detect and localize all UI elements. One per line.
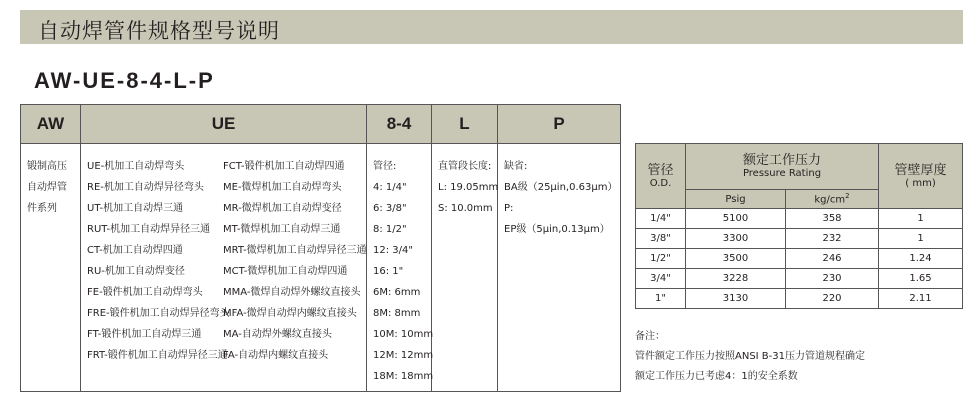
ue-list-right [223, 156, 367, 366]
od-cell: 1/2" [636, 249, 686, 269]
size-item: 4: 1/4" [373, 182, 407, 193]
psig-cell: 3500 [686, 249, 786, 269]
wall-cell: 1.24 [879, 249, 963, 269]
aw-line: 件系列 [27, 203, 57, 214]
ue-list-left [87, 156, 230, 366]
od-sub: O.D. [649, 177, 672, 189]
kg-cell: 246 [786, 249, 879, 269]
size-item: 18M: 18mm [373, 371, 434, 382]
finish-item: P: [504, 203, 514, 214]
ue-item: MT-微焊机加工自动焊三通 [223, 224, 341, 235]
size-item: 8: 1/2" [373, 224, 407, 235]
size-item: 管径: [373, 161, 397, 172]
wall-cell: 1 [879, 229, 963, 249]
size-item: 10M: 10mm [373, 329, 434, 340]
rating-sub: Pressure Rating [742, 168, 822, 179]
ue-item: FA-自动焊内螺纹直接头 [223, 350, 329, 361]
ue-item: ME-微焊机加工自动焊弯头 [223, 182, 342, 193]
ue-item: FE-锻件机加工自动焊弯头 [87, 287, 203, 298]
length-cell [432, 144, 498, 392]
psig-cell: 5100 [686, 209, 786, 229]
ue-item: MCT-微焊机加工自动焊四通 [223, 266, 348, 277]
finish-item: 缺省: [504, 161, 528, 172]
ue-item: FRT-锻件机加工自动焊异径三通 [87, 350, 228, 361]
psig-cell: 3130 [686, 289, 786, 309]
length-item: S: 10.0mm [438, 203, 493, 214]
table-row [636, 249, 963, 269]
header-ue: UE [81, 105, 367, 144]
size-item: 6M: 6mm [373, 287, 421, 298]
size-cell [367, 144, 432, 392]
spec-table [20, 104, 621, 392]
ue-item: FRE-锻件机加工自动焊异径弯头 [87, 308, 230, 319]
ue-item: UE-机加工自动焊弯头 [87, 161, 185, 172]
kg-cell: 230 [786, 269, 879, 289]
length-item: 直管段长度: [438, 161, 492, 172]
size-item: 8M: 8mm [373, 308, 421, 319]
aw-cell [21, 144, 81, 392]
od-cell: 1" [636, 289, 686, 309]
ue-item: CT-机加工自动焊四通 [87, 245, 183, 256]
wall-cell: 1.65 [879, 269, 963, 289]
model-code: AW-UE-8-4-L-P [34, 68, 215, 93]
table-row [636, 209, 963, 229]
table-row [636, 289, 963, 309]
header-aw: AW [21, 105, 81, 144]
notes-label: 备注： [635, 331, 665, 342]
size-item: 12: 3/4" [373, 245, 413, 256]
rating-header [686, 144, 879, 190]
table-row [636, 269, 963, 289]
wall-unit: ( mm) [905, 177, 936, 189]
psig-cell: 3228 [686, 269, 786, 289]
od-header [636, 144, 686, 209]
unit-kg-text: kg/cm [814, 194, 846, 206]
finish-cell [498, 144, 621, 392]
kg-cell: 358 [786, 209, 879, 229]
pressure-table [635, 143, 963, 309]
page-title: 自动焊管件规格型号说明 [38, 19, 280, 43]
od-cell: 3/8" [636, 229, 686, 249]
wall-cell: 2.11 [879, 289, 963, 309]
ue-item: UT-机加工自动焊三通 [87, 203, 184, 214]
kg-cell: 232 [786, 229, 879, 249]
finish-item: EP级（5μin,0.13μm） [504, 224, 610, 235]
wall-header [879, 144, 963, 209]
kg-cell: 220 [786, 289, 879, 309]
wall-label: 管壁厚度 [894, 162, 947, 178]
length-item: L: 19.05mm [438, 182, 499, 193]
od-cell: 1/4" [636, 209, 686, 229]
table-row [636, 229, 963, 249]
ue-item: MMA-微焊自动焊外螺纹直接头 [223, 287, 361, 298]
ue-item: MFA-微焊自动焊内螺纹直接头 [223, 308, 357, 319]
ue-cell [81, 144, 367, 392]
header-size: 8-4 [367, 105, 432, 144]
aw-line: 自动焊管 [27, 182, 67, 193]
size-item: 16: 1" [373, 266, 404, 277]
aw-line: 锻制高压 [27, 161, 67, 172]
unit-kg-sup: 2 [845, 192, 850, 201]
header-finish: P [498, 105, 621, 144]
wall-cell: 1 [879, 209, 963, 229]
psig-cell: 3300 [686, 229, 786, 249]
od-cell: 3/4" [636, 269, 686, 289]
ue-item: FT-锻件机加工自动焊三通 [87, 329, 202, 340]
od-label: 管径 [647, 162, 674, 178]
ue-item: MR-微焊机加工自动焊变径 [223, 203, 342, 214]
ue-item: FCT-锻件机加工自动焊四通 [223, 161, 345, 172]
ue-item: MRT-微焊机加工自动焊异径三通 [223, 245, 367, 256]
finish-item: BA级（25μin,0.63μm） [504, 182, 618, 193]
ue-item: RU-机加工自动焊变径 [87, 266, 185, 277]
notes [635, 327, 865, 387]
rating-label: 额定工作压力 [742, 153, 821, 168]
ue-item: MA-自动焊外螺纹直接头 [223, 329, 332, 340]
ue-item: RE-机加工自动焊异径弯头 [87, 182, 204, 193]
size-item: 12M: 12mm [373, 350, 434, 361]
title-bar [20, 10, 963, 44]
unit-kg [786, 190, 879, 209]
unit-psig: Psig [686, 190, 786, 209]
ue-item: RUT-机加工自动焊异径三通 [87, 224, 211, 235]
size-item: 6: 3/8" [373, 203, 407, 214]
notes-line: 额定工作压力已考虑4：1的安全系数 [635, 371, 798, 382]
header-length: L [432, 105, 498, 144]
notes-line: 管件额定工作压力按照ANSI B-31压力管道规程确定 [635, 351, 865, 362]
